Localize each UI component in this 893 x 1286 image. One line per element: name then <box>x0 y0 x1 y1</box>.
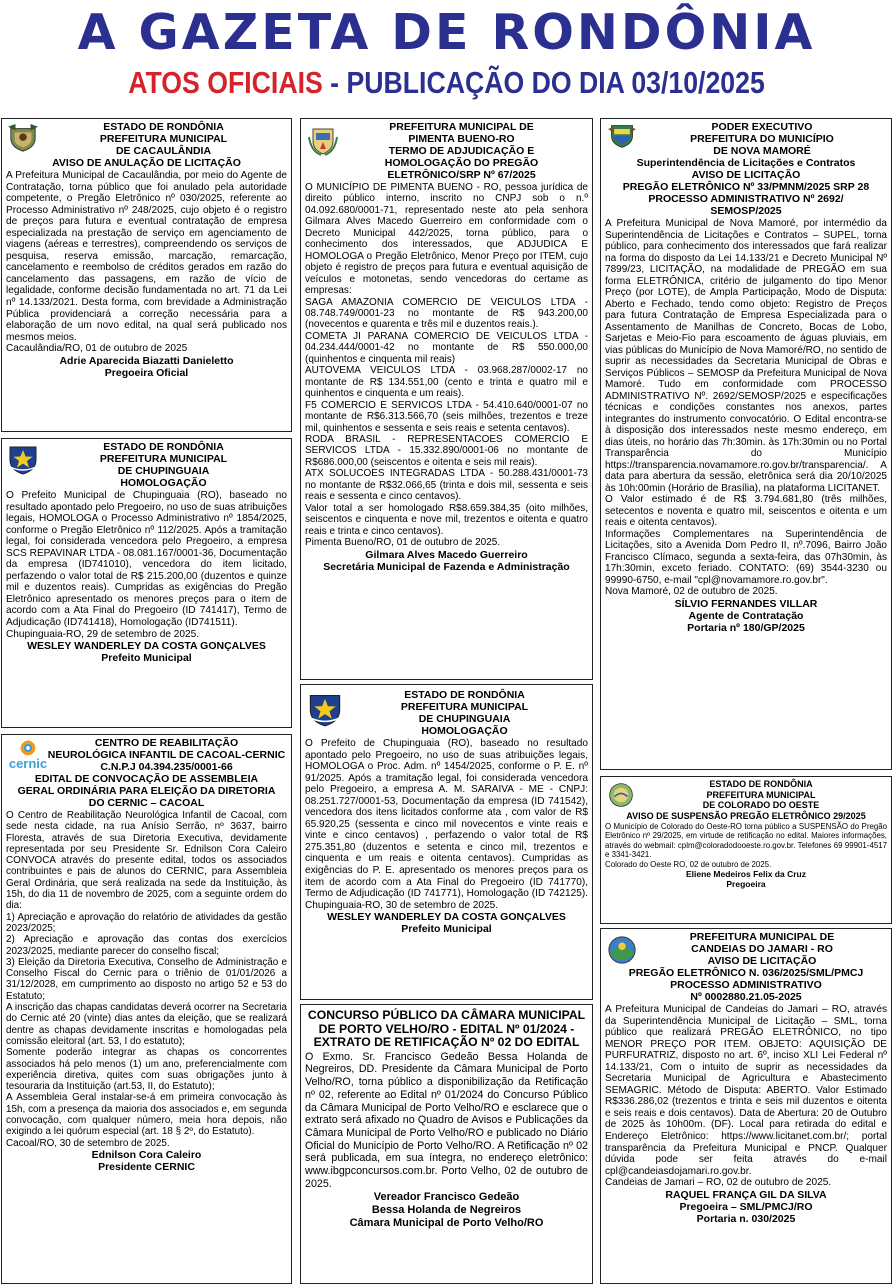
header-line: Nº 0002880.21.05-2025 <box>690 991 802 1003</box>
notice-date: Cacaulândia/RO, 01 de outubro de 2025 <box>6 343 188 355</box>
header-line: PREFEITURA MUNICIPAL <box>99 133 228 145</box>
header-line: DE NOVA MAMORÉ <box>713 145 811 157</box>
total-value: Valor total a ser homologado R$8.659.384,35 (oito milhões, seiscentos e cinquenta e nove mil, trezentos e oitenta e quatro reais e trinta e cinco centavos). <box>305 502 588 537</box>
signatory-role: Pregoeira Oficial <box>104 366 189 379</box>
notice-chupinguaia-homologacao-2 <box>300 684 593 1000</box>
header-line: PREFEITURA MUNICIPAL <box>706 789 816 800</box>
header-line: SEMOSP/2025 <box>710 205 782 217</box>
notice-body <box>605 1004 887 1189</box>
candeias-do-jamari-coat-of-arms-icon <box>606 935 638 965</box>
notice-title: AVISO DE ANULAÇÃO DE LICITAÇÃO <box>52 157 241 169</box>
notice-camara-porto-velho <box>300 1004 593 1284</box>
signature <box>605 869 887 889</box>
signatory-name: Bessa Holanda de Negreiros <box>371 1203 522 1216</box>
chupinguaia-star-crest-icon <box>6 443 40 475</box>
notice-body <box>6 490 287 640</box>
cernic-logo-text: cernic <box>8 756 48 771</box>
body-paragraph: A inscrição das chapas candidatas deverá ocorrer na Secretaria do Cernic até 20 (vinte) dias antes da eleição, que se realizará dentre as chapas devidamente inscritas e homologadas pela comissão eleitoral (art. 53, I do estatuto); <box>6 1002 287 1047</box>
subtitle-separator: - <box>322 65 347 100</box>
signature <box>605 1189 887 1225</box>
body-paragraph: O Prefeito Municipal de Chupinguaia (RO), baseado no resultado apontado pelo Pregoeiro, no uso de suas atribuições legais, HOMOLOGA o Processo Administrativo nº 1854/2025, conforme o Pregão Eletrônico nº 112/2025. Após a tramitação legal, foi considerada vencedora pelo Pregoeiro, a empresa SCS REPAVINAR LTDA - 08.081.167/0001-36, Documentação da empresa (ID741010), vencedora do item licitado, perfazendo o valor total de R$ 215.200,00 (duzentos e quinze mil e duzentos reais). Cumpridas as exigências do Pregão Eletrônico apresentado os menores preços para o item de acordo com a Ata Final do Pregoeiro (ID 741417), Termo de Adjudicação (ID741418), Homologação (ID741511). <box>6 490 287 629</box>
body-paragraph: O Município de Colorado do Oeste-RO torna público a SUSPENSÃO do Pregão Eletrônico nº 29/2025, em virtude de retificação no edital. Maiores informações, através do webmail: cplm@coloradodooeste.ro.gov.br. Telefones 69 99901-4517 e 3341-3421. <box>605 822 887 860</box>
signatory-role: Pregoeira – SML/PMCJ/RO <box>679 1200 813 1213</box>
notice-header <box>6 441 287 489</box>
header-line: PREGÃO ELETRÔNICO Nº 33/PMNM/2025 SRP 28 <box>622 181 870 193</box>
header-line: AVISO DE LICITAÇÃO <box>707 955 817 967</box>
signatory-role: Prefeito Municipal <box>101 652 192 665</box>
header-line: PIMENTA BUENO-RO <box>408 133 515 145</box>
body-paragraph: Informações Complementares na Superintendência de Licitações, sito a Avenida Dom Pedro II, nº.7096, Bairro João Francisco Clímaco, segunda a sexta-feira, das 07h30min, às 17h:30min, exceto feriado. CONTATO: (69) 3544-3230 ou 99990-6750, e-mail "cpl@novamamore.ro.gov.br". <box>605 528 887 586</box>
signatory-name: Vereador Francisco Gedeão <box>373 1190 520 1203</box>
header-line: ESTADO DE RONDÔNIA <box>103 121 224 133</box>
header-line: DE CHUPINGUAIA <box>117 465 210 477</box>
header-line: PROCESSO ADMINISTRATIVO Nº 2692/ <box>648 193 844 205</box>
signature <box>305 1191 588 1230</box>
notice-header <box>305 121 588 181</box>
header-line: ESTADO DE RONDÔNIA <box>404 689 525 701</box>
body-paragraph: A Prefeitura Municipal de Candeias do Jamari – RO, através da Superintendência Municipal de Licitação – SML, torna público que realizará PREGÃO ELETRÔNICO, no tipo MENOR PREÇO POR ITEM. OBJETO: AQUISIÇÃO DE PURFURATRIZ, disposto no art. 6º, inciso XLI Lei Federal nº 14.133/21, Com o intuito de suprir as necessidades da Secretaria Municipal de Agricultura e Abastecimento SEMAGRIC. Método de Disputa: ABERTO. Valor Estimado R$336.286,02 (trezentos e trinta e seis mil duzentos e oitenta e seis reais e dois centavos). Data de Abertura: 20 de Outubro de 2025 às 10h00m. (DF). Local para retirada do edital e Endereço Eletrônico: https://www.licitanet.com.br/; portal transparência da Prefeitura Municipal e PNCP. Qualquer dúvida pode ser feita através do e-mail cpl@candeiasdojamari.ro.gov.br. <box>605 1004 887 1177</box>
notice-date: Pimenta Bueno/RO, 01 de outubro de 2025. <box>305 537 501 549</box>
notice-date: Cacoal/RO, 30 de setembro de 2025. <box>6 1137 170 1149</box>
header-line: EDITAL DE CONVOCAÇÃO DE ASSEMBLEIA <box>34 773 259 785</box>
notice-body <box>305 738 588 911</box>
notice-date: Nova Mamoré, 02 de outubro de 2025. <box>605 586 778 597</box>
notice-title <box>605 157 887 217</box>
signatory-name: WESLEY WANDERLEY DA COSTA GONÇALVES <box>327 911 566 924</box>
publication-date-label: PUBLICAÇÃO DO DIA 03/10/2025 <box>346 65 765 100</box>
nova-mamore-coat-of-arms-icon <box>605 122 639 150</box>
signatory-name: RAQUEL FRANÇA GIL DA SILVA <box>665 1188 827 1201</box>
signature <box>605 598 887 634</box>
header-line: NEUROLÓGICA INFANTIL DE CACOAL-CERNIC <box>47 749 286 761</box>
notice-cernic <box>1 734 292 1284</box>
signatory-name: Ednilson Cora Caleiro <box>91 1148 202 1161</box>
signatory-name: SÍLVIO FERNANDES VILLAR <box>674 597 818 610</box>
signatory-role: Presidente CERNIC <box>98 1160 195 1173</box>
notice-body <box>305 182 588 549</box>
notice-body <box>6 170 287 355</box>
header-line: DE CHUPINGUAIA <box>418 713 511 725</box>
header-line: HOMOLOGAÇÃO <box>421 725 508 737</box>
notice-date: Colorado do Oeste RO, 02 de outubro de 2025. <box>605 859 772 869</box>
notice-body <box>605 822 887 869</box>
header-line: EXTRATO DE RETIFICAÇÃO Nº 02 DO EDITAL <box>313 1035 580 1050</box>
notice-date: Chupinguaia-RO, 29 de setembro de 2025. <box>6 628 200 640</box>
notice-pimenta-bueno <box>300 118 593 680</box>
header-line: ESTADO DE RONDÔNIA <box>709 779 813 789</box>
signature <box>6 640 287 664</box>
signatory-role: Secretária Municipal de Fazenda e Administração <box>323 560 570 573</box>
header-line: HOMOLOGAÇÃO <box>120 477 207 489</box>
body-paragraph: O MUNICÍPIO DE PIMENTA BUENO - RO, pessoa jurídica de direito público interno, inscrito no CNPJ sob o n.º 04.092.680/0001-71, representado neste ato pela senhora Gilmara Alves Macedo Guerreiro em conformidade com o Decreto Municipal 442/2025, torna público, para o conhecimento dos interessados, que ADJUDICA E HOMOLOGA o Pregão Eletrônico, Menor Preço por ITEM, cujo objeto é registro de preços para futura e eventual aquisição de veículos e motonetas, sendo vencedoras do certame as empresas: <box>305 182 588 297</box>
body-paragraph: A Prefeitura Municipal de Nova Mamoré, por intermédio da Superintendência de Licitações e Contratos – SUPEL, torna público, para conhecimento dos interessados que fará realizar na forma do disposto da Lei 14.133/21 e Decreto Municipal Nº 7899/23, LICITAÇÃO, na modalidade de PREGÃO em sua forma ELETRÔNICA, critério de julgamento do tipo Menor Preço (por LOTE), de Ampla Participação, Modo de Disputa: Aberto e Fechado, tendo como objeto: Registro de Preços para futura Contratação de Empresa Especializada para o Assentamento de Manilhas de Concreto, Bocas de Lobo, Sarjetas e Meio-Fio para escoamento de águas pluviais, em vias públicas do Município de Nova Mamoré/RO, no sentido de suprir as necessidades da Secretaria Municipal de Obras e Serviços Públicos – SEMOSP da Prefeitura Municipal de Nova Mamoré. Tudo em conformidade com PROCESSO ADMINISTRATIVO Nº. 2692/SEMOSP/2025 e especificações técnicas e condições constantes nos anexos, partes integrantes do instrumento convocatório. O Edital encontra-se à disposição dos interessados neste mesmo endereço, em dias úteis, no horário das 7h:30min. às 17h:30min ou no Portal Transparência do Município https://transparencia.novamamore.ro.gov.br/transparencia/. A data para abertura da sessão, eletrônica será dia 20/10/2025 às 10h:00min (Horário de Brasília), na plataforma LICITANET. <box>605 218 887 494</box>
notice-candeias-do-jamari <box>600 928 892 1284</box>
signatory-name: Gilmara Alves Macedo Guerreiro <box>365 548 528 561</box>
header-line: CENTRO DE REABILITAÇÃO <box>94 737 239 749</box>
signatory-role: Pregoeira <box>726 879 766 890</box>
header-line: PREFEITURA MUNICIPAL <box>400 701 529 713</box>
notice-header <box>605 121 887 157</box>
body-paragraph: O Exmo. Sr. Francisco Gedeão Bessa Holanda de Negreiros, DD. Presidente da Câmara Municipal de Porto Velho/RO, torna público a disponibilização da Retificação nº 02, referente ao Edital nº 01/2024 do Concurso Público da Câmara Municipal de Porto Velho/RO e esclarece que o extrato será afixado no Quadro de Avisos e Publicações da Câmara Municipal de Porto Velho/RO e publicado no Diário Oficial do Município de Porto Velho/RO. A Retificação nº 02 será publicada, em sua íntegra, no endereço eletrônico: www.ibgpconcursos.com.br. Porto Velho, 02 de outubro de 2025. <box>305 1050 588 1190</box>
header-line: PREFEITURA DO MUNICÍPIO <box>690 133 834 145</box>
winner-entry: COMETA JI PARANA COMERCIO DE VEICULOS LTDA - 04.234.444/0001-42 no montante de R$ 550.000,00 (quinhentos e cinquenta mil reais) <box>305 330 588 365</box>
notice-header <box>305 1009 588 1050</box>
notice-title <box>605 967 887 1003</box>
winner-entry: ATX SOLUCOES INTEGRADAS LTDA - 50.288.431/0001-73 no montante de R$32.066,65 (trinta e dois mil, sessenta e seis reais e sessenta e cinco centavos). <box>305 468 588 503</box>
signatory-role: Câmara Municipal de Porto Velho/RO <box>349 1216 544 1229</box>
body-paragraph: A Prefeitura Municipal de Cacaulândia, por meio do Agente de Contratação, torna público que foi anulado pela autoridade competente, o Pregão Eletrônico nº 030/2025, referente ao Processo Administrativo nº 248/2025, cujo objeto é o registro de preços para futura e eventual contratação de empresa especializada na prestação de serviço em agenciamento de viagens (aéreas e terrestres), compreendendo os serviços de pesquisa, reserva emissão, marcação, remarcação, cancelamento e reembolso de créditos gerados em razão do cancelamento das passagens, em razão de vício de legalidade, conforme decisão fundamentada no art. 71 da Lei nº 14.133/2021. Desta forma, com brevidade a Administração Pública providenciará a correção necessária para a elaboração de um novo edital, na qual será publicado nos mesmos meios. <box>6 170 287 343</box>
body-paragraph: O Centro de Reabilitação Neurológica Infantil de Cacoal, com sede nesta cidade, na rua Anísio Serrão, nº 3637, bairro Floresta, através de sua Diretoria Executiva, devidamente representada por seu Presidente Sr. Ednilson Cora Caleiro CONVOCA através do presente edital, todos os associados contribuintes e pais de alunos do CERNIC, para Assembleia Geral Ordinária, que será realizada na sede da Instituição, às 15h, do dia 11 de novembro de 2025, com a seguinte ordem do dia: <box>6 810 287 912</box>
body-paragraph: 1) Apreciação e aprovação do relatório de atividades da gestão 2023/2025; <box>6 911 287 934</box>
newspaper-title: A GAZETA DE RONDÔNIA <box>77 4 816 61</box>
header-line: AVISO DE LICITAÇÃO <box>691 169 801 181</box>
body-paragraph: 3) Eleição da Diretoria Executiva, Conselho de Administração e Conselho Fiscal do Cernic para o triênio de 01/01/2026 a 31/12/2028, em cumprimento ao disposto no artigo 52 e 53 do Estatuto; <box>6 956 287 1002</box>
header-line: CANDEIAS DO JAMARI - RO <box>691 943 833 955</box>
colorado-do-oeste-coat-of-arms-icon <box>606 782 636 808</box>
cacaulandia-coat-of-arms-icon <box>6 123 40 153</box>
notice-body <box>305 1051 588 1191</box>
body-paragraph: 2) Apreciação e aprovação das contas dos exercícios 2023/2025, mediante parecer do conselho fiscal; <box>6 934 287 957</box>
header-line: DE CACAULÂNDIA <box>115 145 212 157</box>
header-line: DE COLORADO DO OESTE <box>702 800 820 810</box>
signatory-role: Prefeito Municipal <box>401 923 492 936</box>
winner-entry: AUTOVEMA VEICULOS LTDA - 03.968.287/0002-17 no montante de R$ 134.551,00 (cento e trinta e quatro mil e quinhentos e cinquenta e um reais). <box>305 365 588 400</box>
header-line: PODER EXECUTIVO <box>711 121 813 133</box>
notice-title <box>6 773 287 809</box>
header-line: DE PORTO VELHO/RO - EDITAL Nº 01/2024 - <box>318 1021 575 1036</box>
publication-subtitle <box>63 64 831 102</box>
body-paragraph: Somente poderão integrar as chapas os concorrentes associados há pelo menos (1) um ano, preferencialmente com experiência diretiva, quites com suas obrigações junto à tesouraria da Instituição (art.53, II, do Estatuto); <box>6 1047 287 1093</box>
header-line: CONCURSO PÚBLICO DA CÂMARA MUNICIPAL <box>307 1008 586 1022</box>
notice-chupinguaia-homologacao-1 <box>1 438 292 728</box>
body-paragraph: O Prefeito de Chupinguaia (RO), baseado no resultado apontado pelo Pregoeiro, no uso de suas atribuições legais, HOMOLOGA o Proc. Adm. nº 1454/2025, conforme o P. E. nº 91/2025. Após a tramitação legal, foi considerada vencedora pelo Pregoeiro, a empresa A. M. SARAIVA - ME - CNPJ: 08.251.727/0001-53, Documentação da empresa (ID 741542), vencedora dos itens licitados conforme ata , com valor de R$ 65.920,25 (sessenta e cinco mil novecentos e vinte reais e vinte e cinco centavos) , perfazendo o valor total de R$ 275.351,80 (duzentos e setenta e cinco mil, trezentos e cinquenta e um reais e oitenta centavos). Cumpridas as exigências do P. E. apresentado os menores preços para os item de acordo com a Ata Final do Pregoeiro (ID 741770), Termo de Adjudicação (ID 741771), Homologação (ID 742125). Chupinguaia-RO, 30 de setembro de 2025. <box>305 738 588 911</box>
notice-header <box>305 689 588 737</box>
notice-nova-mamore <box>600 118 892 770</box>
header-line: DO CERNIC – CACOAL <box>88 797 205 809</box>
notice-body <box>605 218 887 598</box>
header-line: PREFEITURA MUNICIPAL <box>99 453 228 465</box>
pimenta-bueno-coat-of-arms-icon <box>307 125 339 157</box>
chupinguaia-star-crest-icon <box>307 691 343 727</box>
header-line: PREFEITURA MUNICIPAL DE <box>689 931 835 943</box>
notice-date: Candeias de Jamari – RO, 02 de outubro de 2025. <box>605 1177 832 1189</box>
signatory-name: WESLEY WANDERLEY DA COSTA GONÇALVES <box>27 640 266 653</box>
signature <box>6 1149 287 1173</box>
header-line: C.N.P.J 04.394.235/0001-66 <box>100 761 233 773</box>
winner-entry: SAGA AMAZONIA COMERCIO DE VEICULOS LTDA - 08.748.749/0001-23 no montante de R$ 943.200,00 (novecentos e quarenta e três mil e duzentos reais.). <box>305 296 588 331</box>
header-line: PROCESSO ADMINISTRATIVO <box>670 979 822 991</box>
header-line: Superintendência de Licitações e Contratos <box>636 157 856 169</box>
header-line: ELETRÔNICO/SRP Nº 67/2025 <box>387 169 536 181</box>
header-line: ESTADO DE RONDÔNIA <box>103 441 224 453</box>
notice-colorado-do-oeste <box>600 776 892 924</box>
notice-header <box>605 779 887 811</box>
notice-header <box>6 121 287 157</box>
header-line: HOMOLOGAÇÃO DO PREGÃO <box>384 157 539 169</box>
masthead <box>0 0 893 117</box>
notice-header <box>605 931 887 967</box>
header-line: PREGÃO ELETRÔNICO N. 036/2025/SML/PMCJ <box>628 967 864 979</box>
winner-entry: F5 COMERCIO E SERVICOS LTDA - 54.410.640/0001-07 no montante de R$6.313.566,70 (seis milhões, trezentos e treze mil, quinhentos e sessenta e seis reais e setenta centavos). <box>305 399 588 434</box>
header-line: PREFEITURA MUNICIPAL DE <box>389 121 534 133</box>
header-line: TERMO DE ADJUDICAÇÃO E <box>388 145 535 157</box>
signatory-role: Agente de Contratação <box>688 609 804 622</box>
signatory-role: Portaria nº 180/GP/2025 <box>687 621 805 634</box>
notice-body <box>6 810 287 1149</box>
winner-entry: RODA BRASIL - REPRESENTACOES COMERCIO E SERVICOS LTDA - 15.332.890/0001-06 no montante de R$686.000,00 (seiscentos e oitenta e seis mil reais). <box>305 433 588 468</box>
notice-cacaulandia <box>1 118 292 432</box>
body-paragraph: O Valor estimado é de R$ 3.794.681,80 (três milhões, setecentos e noventa e quatro mil, seiscentos e oitenta e um reais e oitenta centavos). <box>605 494 887 528</box>
signature <box>305 549 588 573</box>
signature <box>6 355 287 379</box>
signatory-name: Eliene Medeiros Felix da Cruz <box>686 869 806 880</box>
signature <box>305 911 588 935</box>
signatory-name: Adrie Aparecida Biazatti Danieletto <box>59 354 234 367</box>
signatory-role: Portaria n. 030/2025 <box>696 1212 796 1225</box>
notice-title: AVISO DE SUSPENSÃO PREGÃO ELETRÔNICO 29/2025 <box>626 810 866 821</box>
cernic-logo-icon <box>6 739 50 775</box>
body-paragraph: A Assembleia Geral instalar-se-á em primeira convocação às 15h, com a presença da maioria dos associados e, em segunda convocação, com qualquer número, meia hora depois, não exigindo a lei quórum especial (art. 18 § 2º, do Estatuto). <box>6 1092 287 1138</box>
atos-oficiais-label: ATOS OFICIAIS <box>128 65 323 100</box>
header-line: GERAL ORDINÁRIA PARA ELEIÇÃO DA DIRETORIA <box>17 785 276 797</box>
